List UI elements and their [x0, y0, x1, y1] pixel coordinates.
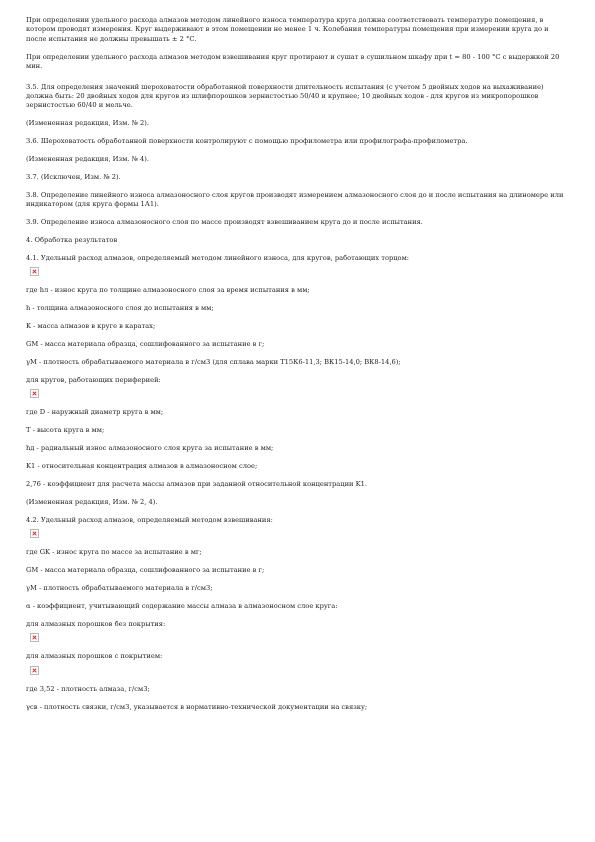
broken-image-icon — [30, 267, 39, 276]
clause-3-9: 3.9. Определение износа алмазоносного слоя по массе производят взвешиванием круга до и после испытания. — [26, 218, 423, 227]
definition-line: где 3,52 - плотность алмаза, г/см3; — [26, 684, 150, 693]
uncoated-intro: для алмазных порошков без покрытия: — [26, 619, 166, 628]
definition-line: GM - масса материала образца, сошлифованного за испытание в г; — [26, 340, 265, 349]
definition-line: hд - радиальный износ алмазоносного слоя круга за испытание в мм; — [26, 444, 274, 453]
definition-line: γM - плотность обрабатываемого материала в г/см3; — [26, 584, 213, 592]
clause-4-1: 4.1. Удельный расход алмазов, определяемый методом линейного износа, для кругов, работающих торцом: — [26, 254, 410, 262]
definition-line: h - толщина алмазоносного слоя до испытания в мм; — [26, 304, 214, 313]
definition-line: α - коэффициент, учитывающий содержание массы алмаза в алмазоносном слое круга: — [26, 601, 338, 610]
amendment-note: (Измененная редакция, Изм. № 4). — [26, 155, 150, 164]
broken-image-icon — [30, 529, 39, 538]
periphery-intro: для кругов, работающих периферией: — [26, 375, 161, 384]
amendment-note: (Измененная редакция, Изм. № 2). — [26, 119, 150, 128]
definition-line: K - масса алмазов в круге в каратах; — [26, 322, 156, 331]
clause-3-8: 3.8. Определение линейного износа алмазоносного слоя кругов производят измерением алмазоносного слоя до и после испытания на длиномере или индикатором (для круга формы 1А1). — [26, 190, 564, 209]
broken-image-icon — [30, 389, 39, 398]
definition-line: γсв - плотность связки, г/см3, указывается в нормативно-технической документации на связку; — [26, 702, 368, 711]
paragraph-drying: При определении удельного расхода алмазов методом взвешивания круг протирают и сушат в сушильном шкафу при t = 80 - 100 °С с выдержкой 20 мин. — [26, 52, 560, 71]
definition-line: K1 - относительная концентрация алмазов в алмазоносном слое; — [26, 462, 258, 471]
section-heading-4: 4. Обработка результатов — [26, 236, 118, 245]
definition-line: 2,76 - коэффициент для расчета массы алмазов при заданной относительной концентрации K1. — [26, 479, 367, 488]
definition-line: γM - плотность обрабатываемого материала в г/см3 (для сплава марки Т15К6-11,3; ВК15-14,0; ВК8-14,6); — [26, 358, 401, 367]
clause-3-5: 3.5. Для определения значений шероховатости обработанной поверхности длительность испытания (с учетом 5 двойных ходов на выхаживание) должна быть: 20 двойных ходов для кругов из шлифпорошков зернистостью 50/40 и крупнее; 10 двойных ходов - для кругов из микропорошков зернистостью 60/40 и мельче. — [26, 82, 544, 110]
definition-line: GM - масса материала образца, сошлифованного за испытание в г; — [26, 566, 265, 575]
coated-intro: для алмазных порошков с покрытием: — [26, 652, 163, 661]
definition-line: где hл - износ круга по толщине алмазоносного слоя за время испытания в мм; — [26, 286, 310, 295]
clause-3-7: 3.7. (Исключен, Изм. № 2). — [26, 172, 121, 181]
definition-line: где D - наружный диаметр круга в мм; — [26, 408, 164, 417]
clause-4-2: 4.2. Удельный расход алмазов, определяемый методом взвешивания: — [26, 515, 273, 524]
amendment-note: (Измененная редакция, Изм. № 2, 4). — [26, 497, 158, 506]
definition-line: T - высота круга в мм; — [26, 426, 105, 435]
definition-line: где GK - износ круга по массе за испытание в мг; — [26, 548, 202, 557]
paragraph-temperature: При определении удельного расхода алмазов методом линейного износа температура круга должна соответствовать температуре помещения, в котором проводят измерения. Круг выдерживают в этом помещении не менее 1 ч. Колебания температуры помещения при измерении круга до и после испытания не должны превышать ± 2 °С. — [26, 16, 549, 43]
clause-3-6: 3.6. Шероховатость обработанной поверхности контролируют с помощью профилометра или профилографа-профилометра. — [26, 137, 468, 146]
broken-image-icon — [30, 666, 39, 675]
broken-image-icon — [30, 633, 39, 642]
